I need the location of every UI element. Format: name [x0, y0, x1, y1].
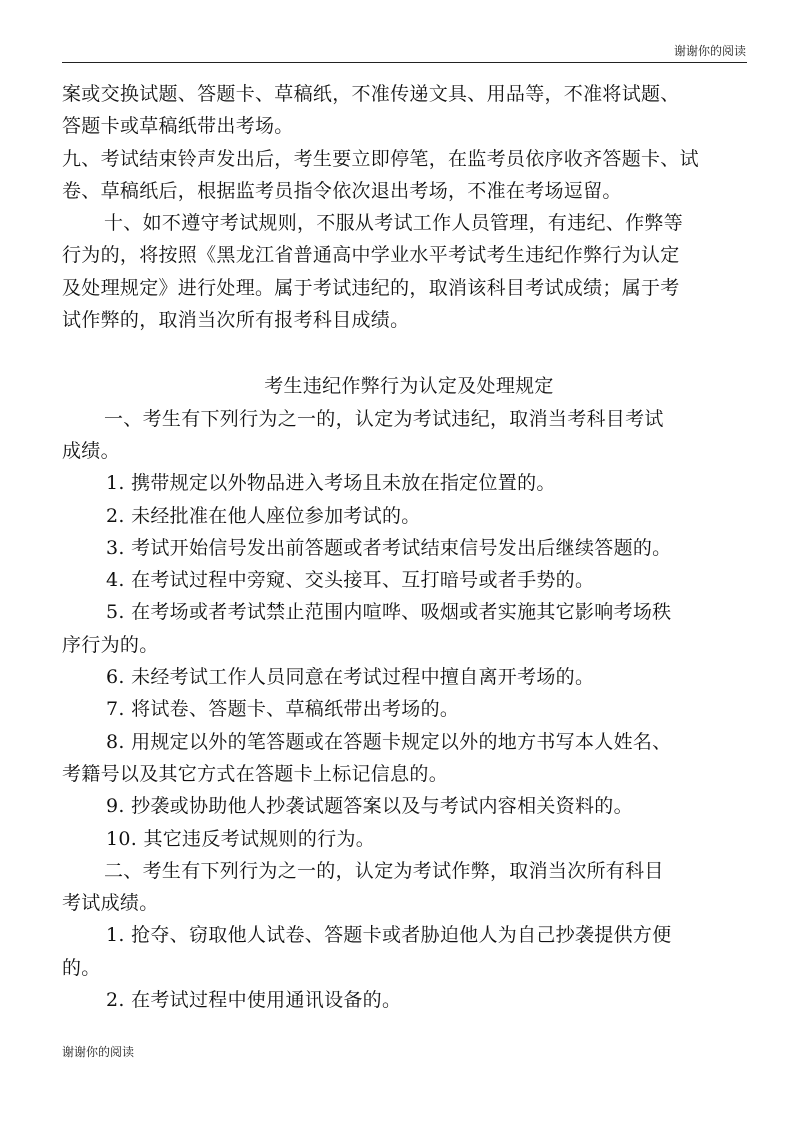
list-item-line: 10. 其它违反考试规则的行为。 — [106, 827, 376, 850]
list-item-line: 1. 携带规定以外物品进入考场且未放在指定位置的。 — [106, 472, 556, 495]
document-body — [62, 78, 756, 1016]
section-title: 考生违纪作弊行为认定及处理规定 — [264, 375, 554, 398]
body-line: 序行为的。 — [62, 633, 159, 656]
paragraph-first-line: 十、如不遵守考试规则，不服从考试工作人员管理，有违纪、作弊等 — [104, 212, 684, 235]
body-line: 案或交换试题、答题卡、草稿纸，不准传递文具、用品等，不准将试题、 — [62, 83, 680, 105]
list-item-line: 3. 考试开始信号发出前答题或者考试结束信号发出后继续答题的。 — [106, 536, 672, 559]
list-item-line: 2. 未经批准在他人座位参加考试的。 — [106, 504, 421, 527]
list-item-line: 5. 在考场或者考试禁止范围内喧哗、吸烟或者实施其它影响考场秩 — [106, 601, 672, 624]
list-item-line: 9. 抄袭或协助他人抄袭试题答案以及与考试内容相关资料的。 — [106, 795, 633, 818]
body-line: 考试成绩。 — [62, 892, 159, 915]
footer-text: 谢谢你的阅读 — [62, 1045, 135, 1059]
body-line: 及处理规定》进行处理。属于考试违纪的，取消该科目考试成绩；属于考 — [62, 276, 680, 299]
list-item-line: 8. 用规定以外的笔答题或在答题卡规定以外的地方书写本人姓名、 — [106, 730, 672, 753]
list-item-line: 2. 在考试过程中使用通讯设备的。 — [106, 989, 402, 1012]
body-line: 答题卡或草稿纸带出考场。 — [62, 115, 294, 138]
header-text: 谢谢你的阅读 — [673, 44, 746, 58]
body-line: 试作弊的，取消当次所有报考科目成绩。 — [62, 309, 410, 332]
body-line: 考籍号以及其它方式在答题卡上标记信息的。 — [62, 762, 449, 785]
list-item-line: 1. 抢夺、窃取他人试卷、答题卡或者胁迫他人为自己抄袭提供方便 — [106, 924, 672, 947]
paragraph-first-line: 二、考生有下列行为之一的，认定为考试作弊，取消当次所有科目 — [104, 859, 664, 882]
list-item-line: 6. 未经考试工作人员同意在考试过程中擅自离开考场的。 — [106, 666, 595, 689]
header-rule — [62, 62, 747, 63]
body-line: 成绩。 — [62, 439, 120, 462]
blank-line — [62, 336, 756, 370]
body-line: 的。 — [62, 956, 101, 979]
body-line: 行为的，将按照《黑龙江省普通高中学业水平考试考生违纪作弊行为认定 — [62, 244, 680, 267]
body-line: 九、考试结束铃声发出后，考生要立即停笔，在监考员依序收齐答题卡、试 — [62, 147, 699, 170]
list-item-line: 7. 将试卷、答题卡、草稿纸带出考场的。 — [106, 698, 460, 721]
paragraph-first-line: 一、考生有下列行为之一的，认定为考试违纪，取消当考科目考试 — [104, 407, 664, 430]
list-item-line: 4. 在考试过程中旁窥、交头接耳、互打暗号或者手势的。 — [106, 569, 595, 592]
body-line: 卷、草稿纸后，根据监考员指令依次退出考场，不准在考场逗留。 — [62, 179, 622, 202]
